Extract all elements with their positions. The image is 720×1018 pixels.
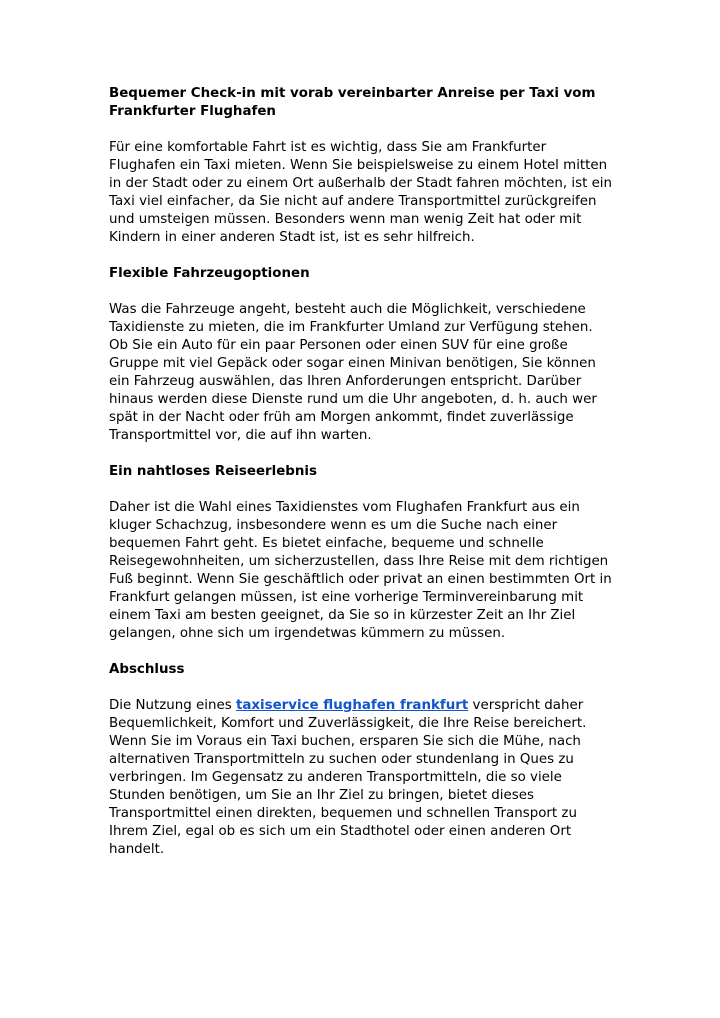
- text-line: [109, 697, 619, 715]
- spacer: [109, 445, 619, 463]
- section-paragraph-seamless: [109, 499, 619, 643]
- text-line: Kindern in einer anderen Stadt ist, ist es sehr hilfreich.: [109, 230, 475, 245]
- text-line: Taxidienste zu mieten, die im Frankfurter Umland zur Verfügung stehen.: [109, 320, 593, 335]
- text-line: Fuß beginnt. Wenn Sie geschäftlich oder privat an einen bestimmten Ort in: [109, 572, 612, 587]
- spacer: [109, 121, 619, 139]
- section-paragraph-conclusion: [109, 697, 619, 859]
- text-line: ein Fahrzeug auswählen, das Ihren Anforderungen entspricht. Darüber: [109, 374, 582, 389]
- text-line: hinaus werden diese Dienste rund um die Uhr angeboten, d. h. auch wer: [109, 392, 597, 407]
- text-line: in der Stadt oder zu einem Ort außerhalb der Stadt fahren möchten, ist ein: [109, 176, 613, 191]
- text-line: Ob Sie ein Auto für ein paar Personen oder einen SUV für eine große: [109, 338, 568, 353]
- section-heading-flexible: Flexible Fahrzeugoptionen: [109, 266, 310, 281]
- spacer: [109, 643, 619, 661]
- text-line: gelangen, ohne sich um irgendetwas kümmern zu müssen.: [109, 626, 506, 641]
- text-segment: verspricht daher: [468, 698, 584, 713]
- text-line: Ihrem Ziel, egal ob es sich um ein Stadthotel oder einen anderen Ort: [109, 824, 572, 839]
- taxiservice-link[interactable]: taxiservice flughafen frankfurt: [235, 698, 469, 713]
- text-line: Bequemlichkeit, Komfort und Zuverlässigkeit, die Ihre Reise bereichert.: [109, 716, 587, 731]
- spacer: [109, 679, 619, 697]
- text-line: Wenn Sie im Voraus ein Taxi buchen, ersparen Sie sich die Mühe, nach: [109, 734, 581, 749]
- title-line: Frankfurter Flughafen: [109, 104, 276, 119]
- text-line: Frankfurt gelangen müssen, ist eine vorherige Terminvereinbarung mit: [109, 590, 584, 605]
- text-line: Reisegewohnheiten, um sicherzustellen, dass Ihre Reise mit dem richtigen: [109, 554, 609, 569]
- section-heading-conclusion: Abschluss: [109, 662, 185, 677]
- spacer: [109, 247, 619, 265]
- text-line: verbringen. Im Gegensatz zu anderen Transportmitteln, die so viele: [109, 770, 562, 785]
- text-line: Gruppe mit viel Gepäck oder sogar einen Minivan benötigen, Sie können: [109, 356, 596, 371]
- intro-paragraph: [109, 139, 619, 247]
- title-line: Bequemer Check-in mit vorab vereinbarter Anreise per Taxi vom: [109, 86, 596, 101]
- text-line: handelt.: [109, 842, 165, 857]
- text-line: Transportmittel einen direkten, bequemen und schnellen Transport zu: [109, 806, 577, 821]
- text-line: Taxi viel einfacher, da Sie nicht auf andere Transportmittel zurückgreifen: [109, 194, 597, 209]
- section-heading-seamless: Ein nahtloses Reiseerlebnis: [109, 464, 317, 479]
- document-title: [109, 85, 619, 121]
- spacer: [109, 481, 619, 499]
- text-line: und umsteigen müssen. Besonders wenn man wenig Zeit hat oder mit: [109, 212, 582, 227]
- section-paragraph-flexible: [109, 301, 619, 445]
- text-line: Was die Fahrzeuge angeht, besteht auch die Möglichkeit, verschiedene: [109, 302, 586, 317]
- text-line: Daher ist die Wahl eines Taxidienstes vom Flughafen Frankfurt aus ein: [109, 500, 580, 515]
- text-line: kluger Schachzug, insbesondere wenn es um die Suche nach einer: [109, 518, 558, 533]
- spacer: [109, 283, 619, 301]
- text-line: einem Taxi am besten geeignet, da Sie so in kürzester Zeit an Ihr Ziel: [109, 608, 576, 623]
- text-line: spät in der Nacht oder früh am Morgen ankommt, findet zuverlässige: [109, 410, 574, 425]
- text-segment: Die Nutzung eines: [109, 698, 236, 713]
- text-line: Stunden benötigen, um Sie an Ihr Ziel zu bringen, bietet dieses: [109, 788, 534, 803]
- document-page: [109, 85, 619, 859]
- text-line: bequemen Fahrt geht. Es bietet einfache, bequeme und schnelle: [109, 536, 544, 551]
- text-line: Transportmittel vor, die auf ihn warten.: [109, 428, 372, 443]
- text-line: Flughafen ein Taxi mieten. Wenn Sie beispielsweise zu einem Hotel mitten: [109, 158, 608, 173]
- text-line: Für eine komfortable Fahrt ist es wichtig, dass Sie am Frankfurter: [109, 140, 547, 155]
- text-line: alternativen Transportmitteln zu suchen oder stundenlang in Ques zu: [109, 752, 574, 767]
